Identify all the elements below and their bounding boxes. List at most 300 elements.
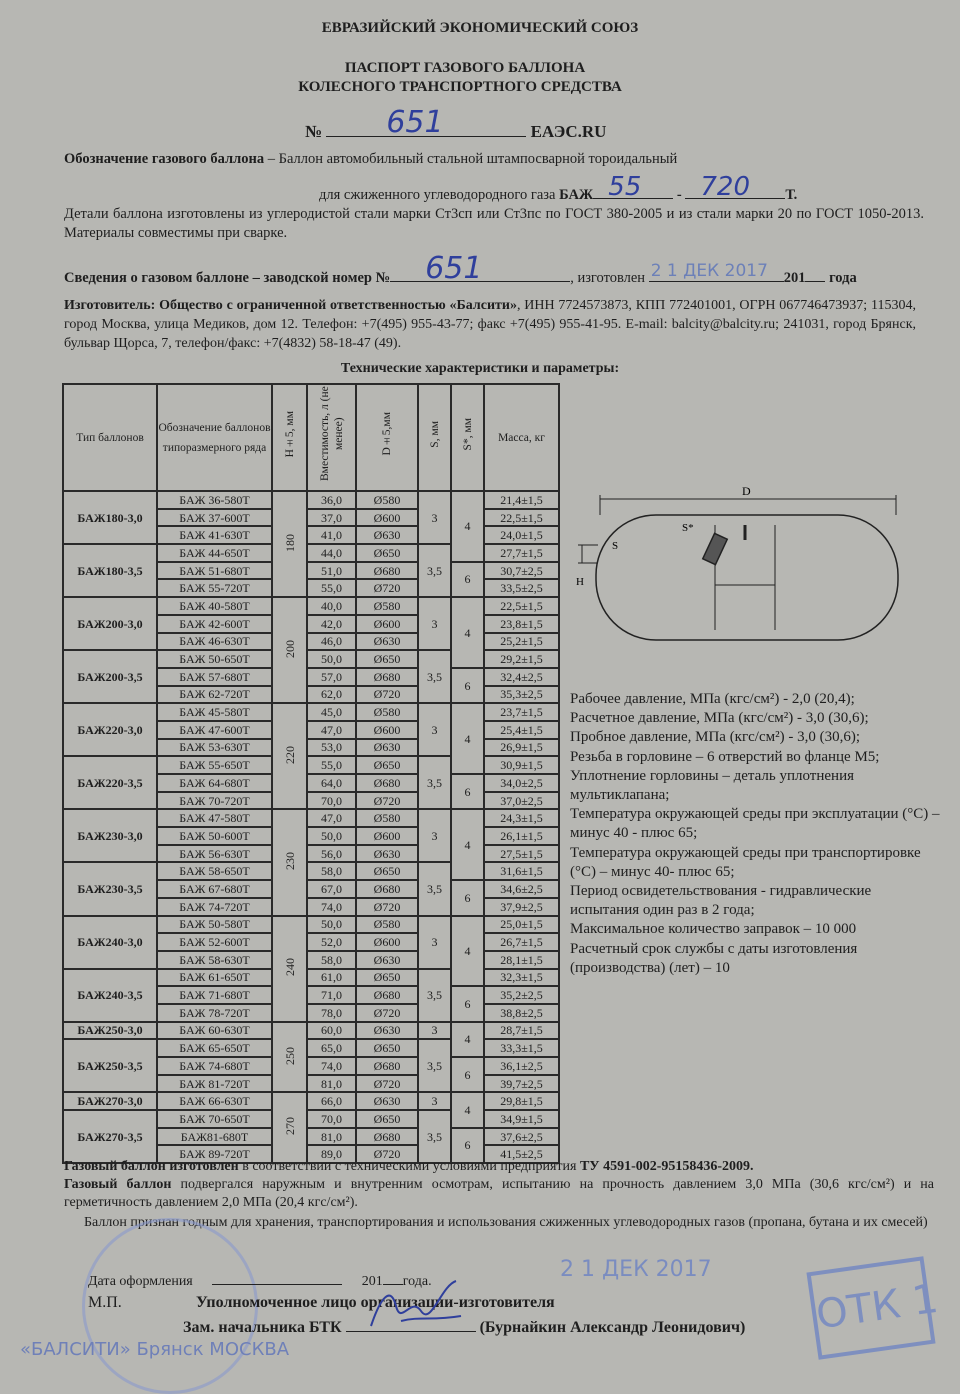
mass-cell: 33,3±1,5 [484,1039,559,1057]
s-cell: 3,5 [418,756,451,809]
s2-cell: 4 [451,809,484,880]
name-cell: БАЖ 50-580Т [157,916,272,934]
h-cell [272,916,307,1022]
name-cell: БАЖ 70-650Т [157,1110,272,1128]
mass-cell: 24,0±1,5 [484,526,559,544]
diameter-cell: Ø600 [356,827,418,845]
diameter-cell: Ø630 [356,526,418,544]
diameter-cell: Ø720 [356,579,418,597]
mass-cell: 39,7±2,5 [484,1075,559,1093]
type-cell: БАЖ250-3,5 [63,1039,157,1092]
diagram-d-label: D [742,485,751,498]
mass-cell: 26,1±1,5 [484,827,559,845]
header-h-text: H±5, мм [283,410,296,458]
mass-cell: 27,7±1,5 [484,544,559,562]
diagram-h-label: H [576,576,584,588]
volume-cell: 66,0 [307,1092,356,1110]
serial-label: Сведения о газовом баллоне – заводской номер № [64,270,391,286]
h-cell-text: 250 [282,1046,297,1065]
mass-cell: 33,5±2,5 [484,579,559,597]
diameter-cell: Ø650 [356,862,418,880]
type-cell: БАЖ180-3,5 [63,544,157,597]
mass-cell: 22,5±1,5 [484,597,559,615]
authorized-person-label: Уполномоченное лицо организации-изготовителя [196,1294,555,1311]
passport-title: ПАСПОРТ ГАЗОВОГО БАЛЛОНА [344,60,586,76]
signatory [183,1316,745,1337]
table-row [63,862,559,880]
s-cell: 3,5 [418,544,451,597]
type-cell: БАЖ270-3,0 [63,1092,157,1110]
param-temp-transport: Температура окружающей среды при транспортировке (°С) – минус 40- плюс 65; [570,844,921,880]
table-row [63,491,559,509]
header-d-text: D±5,мм [381,412,393,456]
diameter-cell: Ø720 [356,898,418,916]
name-cell: БАЖ 74-720Т [157,898,272,916]
model-diameter: 720 [700,172,751,202]
tested-text: подвергался наружным и внутренним осмотрам, испытанию на прочность давлением 3,0 МПа (30,6 кгс/см²) и на герметичность давлением 2,0 МПа (20,4 кгс/см²). [64,1177,934,1210]
mass-cell: 24,3±1,5 [484,809,559,827]
name-cell: БАЖ 62-720Т [157,686,272,704]
mass-cell: 27,5±1,5 [484,845,559,863]
name-cell: БАЖ 71-680Т [157,986,272,1004]
diameter-cell: Ø630 [356,845,418,863]
number-handwritten: 651 [386,105,444,140]
name-cell: БАЖ 44-650Т [157,544,272,562]
mass-cell: 21,4±1,5 [484,491,559,509]
issue-date-field[interactable] [212,1284,342,1285]
volume-cell: 70,0 [307,792,356,810]
volume-cell: 60,0 [307,1022,356,1040]
h-cell [272,809,307,915]
manufacturer-label: Изготовитель: Общество с ограниченной ответственностью «Балсити» [64,298,517,313]
s2-cell: 4 [451,1092,484,1127]
s-cell: 3 [418,597,451,650]
name-cell: БАЖ 51-680Т [157,562,272,580]
param-seal: Уплотнение горловины – деталь уплотнения мультиклапана; [570,767,855,804]
name-cell: БАЖ 89-720Т [157,1145,272,1163]
h-cell [272,491,307,597]
signatory-position: Зам. начальника БТК [183,1319,342,1336]
name-cell: БАЖ 55-650Т [157,756,272,774]
h-cell-text: 270 [282,1117,297,1136]
type-cell: БАЖ200-3,0 [63,597,157,650]
type-cell: БАЖ240-3,5 [63,969,157,1022]
made-text: в соответствии с техническими условиями предприятия [238,1159,580,1174]
table-row [63,969,559,987]
name-cell: БАЖ 37-600Т [157,509,272,527]
s-cell: 3,5 [418,1039,451,1092]
volume-cell: 55,0 [307,579,356,597]
s2-cell: 6 [451,880,484,915]
volume-cell: 61,0 [307,969,356,987]
type-cell: БАЖ240-3,0 [63,916,157,969]
s2-cell: 4 [451,1022,484,1057]
diameter-cell: Ø580 [356,809,418,827]
number-field[interactable] [326,105,526,140]
name-cell: БАЖ81-680Т [157,1128,272,1146]
volume-cell: 50,0 [307,650,356,668]
volume-cell: 78,0 [307,1004,356,1022]
volume-cell: 55,0 [307,756,356,774]
name-cell: БАЖ 50-600Т [157,827,272,845]
model-volume-field[interactable] [593,172,673,202]
number-suffix: ЕАЭС.RU [530,122,607,141]
model-diameter-field[interactable] [685,172,785,202]
name-cell: БАЖ 65-650Т [157,1039,272,1057]
type-cell: БАЖ220-3,5 [63,756,157,809]
diagram-s-label: S [612,540,619,552]
volume-cell: 47,0 [307,809,356,827]
volume-cell: 81,0 [307,1075,356,1093]
mass-cell: 23,8±1,5 [484,615,559,633]
diameter-cell: Ø600 [356,721,418,739]
name-cell: БАЖ 46-630Т [157,633,272,651]
header-volume [307,384,356,491]
s-cell: 3 [418,703,451,756]
cylinder-info [64,251,924,287]
volume-cell: 58,0 [307,951,356,969]
diameter-cell: Ø580 [356,491,418,509]
name-cell: БАЖ 57-680Т [157,668,272,686]
param-test-pressure: Пробное давление, МПа (кгс/см²) - 3,0 (30,6); [570,729,860,746]
mass-cell: 32,3±1,5 [484,969,559,987]
s2-cell: 4 [451,916,484,987]
volume-cell: 46,0 [307,633,356,651]
name-cell: БАЖ 56-630Т [157,845,272,863]
name-cell: БАЖ 81-720Т [157,1075,272,1093]
diameter-cell: Ø680 [356,774,418,792]
table-row [63,756,559,774]
volume-cell: 89,0 [307,1145,356,1163]
diameter-cell: Ø720 [356,792,418,810]
type-cell: БАЖ270-3,5 [63,1110,157,1163]
volume-cell: 36,0 [307,491,356,509]
mass-cell: 37,6±2,5 [484,1128,559,1146]
h-cell [272,597,307,703]
h-cell-text: 180 [282,533,297,552]
material-details: Детали баллона изготовлены из углеродистой стали марки Ст3сп или Ст3пс по ГОСТ 380-2005 и из стали марки 20 по ГОСТ 1050-2013. Материалы совместимы при сварке. [64,206,924,241]
mass-cell: 29,2±1,5 [484,650,559,668]
issue-date-label: Дата оформления [88,1274,193,1289]
number-sign: № [305,122,323,141]
mass-cell: 25,4±1,5 [484,721,559,739]
mp-label: М.П. [88,1294,122,1311]
name-cell: БАЖ 67-680Т [157,880,272,898]
signature [361,1276,471,1336]
table-row [63,1092,559,1110]
param-temp-operation: Температура окружающей среды при эксплуатации (°С) – минус 40 - плюс 65; [570,806,940,842]
mass-cell: 30,7±2,5 [484,562,559,580]
diameter-cell: Ø650 [356,756,418,774]
serial-field[interactable] [390,251,570,286]
name-cell: БАЖ 64-680Т [157,774,272,792]
s-cell: 3,5 [418,650,451,703]
diameter-cell: Ø630 [356,633,418,651]
volume-cell: 62,0 [307,686,356,704]
diagram-s2-label: S* [682,522,694,534]
volume-cell: 47,0 [307,721,356,739]
h-cell [272,1092,307,1163]
diameter-cell: Ø600 [356,615,418,633]
diameter-cell: Ø650 [356,1039,418,1057]
volume-cell: 74,0 [307,898,356,916]
table-row [63,916,559,934]
name-cell: БАЖ 60-630Т [157,1022,272,1040]
volume-cell: 40,0 [307,597,356,615]
header-s2 [451,384,484,491]
h-cell-text: 200 [282,639,297,658]
diameter-cell: Ø630 [356,1022,418,1040]
volume-cell: 45,0 [307,703,356,721]
mass-cell: 23,7±1,5 [484,703,559,721]
model-dash: - [676,187,682,203]
made-label: , изготовлен [570,270,646,286]
made-date-field[interactable] [649,261,784,282]
diameter-cell: Ø580 [356,916,418,934]
diameter-cell: Ø600 [356,933,418,951]
s-cell: 3 [418,491,451,544]
year-suffix: года [829,270,857,286]
mass-cell: 34,9±1,5 [484,1110,559,1128]
model-suffix: Т. [785,187,798,203]
diameter-cell: Ø630 [356,739,418,757]
issue-year-suffix: года. [402,1274,432,1289]
mass-cell: 35,3±2,5 [484,686,559,704]
diameter-cell: Ø580 [356,597,418,615]
name-cell: БАЖ 61-650Т [157,969,272,987]
name-cell: БАЖ 42-600Т [157,615,272,633]
table-row [63,544,559,562]
model-volume: 55 [608,172,642,202]
diameter-cell: Ø650 [356,650,418,668]
table-row [63,809,559,827]
signature-field[interactable] [346,1316,476,1332]
volume-cell: 57,0 [307,668,356,686]
company-seal-text: «БАЛСИТИ» Брянск МОСКВА [20,1339,290,1360]
volume-cell: 81,0 [307,1128,356,1146]
name-cell: БАЖ 78-720Т [157,1004,272,1022]
volume-cell: 51,0 [307,562,356,580]
designation-section [64,150,924,243]
diameter-cell: Ø680 [356,668,418,686]
s2-cell: 6 [451,668,484,703]
volume-cell: 56,0 [307,845,356,863]
param-design-pressure: Расчетное давление, МПа (кгс/см²) - 3,0 (30,6); [570,710,869,727]
union-title: ЕВРАЗИЙСКИЙ ЭКОНОМИЧЕСКИЙ СОЮЗ [321,20,639,36]
diameter-cell: Ø650 [356,969,418,987]
name-cell: БАЖ 47-600Т [157,721,272,739]
diameter-cell: Ø720 [356,1075,418,1093]
mass-cell: 32,4±2,5 [484,668,559,686]
header-type: Тип баллонов [63,384,157,491]
name-cell: БАЖ 40-580Т [157,597,272,615]
diameter-cell: Ø630 [356,1092,418,1110]
diameter-cell: Ø650 [356,544,418,562]
type-cell: БАЖ220-3,0 [63,703,157,756]
mass-cell: 41,5±2,5 [484,1145,559,1163]
designation-label: Обозначение газового баллона [64,151,265,167]
parameters-list [570,690,940,978]
mass-cell: 30,9±1,5 [484,756,559,774]
name-cell: БАЖ 66-630Т [157,1092,272,1110]
s2-cell: 4 [451,703,484,774]
h-cell [272,1022,307,1093]
model-prefix: БАЖ [559,187,594,203]
h-cell-text: 220 [282,745,297,764]
cylinder-diagram [570,485,930,685]
volume-cell: 52,0 [307,933,356,951]
mass-cell: 26,7±1,5 [484,933,559,951]
table-row [63,1039,559,1057]
s-cell: 3,5 [418,862,451,915]
passport-subtitle: КОЛЕСНОГО ТРАНСПОРТНОГО СРЕДСТВА [298,79,622,95]
designation-line2: для сжиженного углеводородного газа [319,187,556,203]
name-cell: БАЖ 36-580Т [157,491,272,509]
diameter-cell: Ø680 [356,880,418,898]
volume-cell: 67,0 [307,880,356,898]
volume-cell: 37,0 [307,509,356,527]
volume-cell: 74,0 [307,1057,356,1075]
name-cell: БАЖ 55-720Т [157,579,272,597]
diameter-cell: Ø720 [356,686,418,704]
name-cell: БАЖ 58-630Т [157,951,272,969]
header-s-text: S, мм [428,420,441,448]
s-cell: 3 [418,1022,451,1040]
name-cell: БАЖ 74-680Т [157,1057,272,1075]
table-row [63,703,559,721]
param-working-pressure: Рабочее давление, МПа (кгс/см²) - 2,0 (20,4); [570,691,855,707]
name-cell: БАЖ 47-580Т [157,809,272,827]
issue-year: 201 [361,1274,383,1289]
header-volume-text: Вместимость, л (не менее) [318,386,345,482]
s-cell: 3,5 [418,1110,451,1163]
param-inspection-period: Период освидетельствования - гидравлические испытания один раз в 2 года; [570,883,872,919]
fitness-statement: Баллон признан годным для хранения, транспортирования и использования сжиженных углеводородных газов (пропана, бутана и их смесей) [84,1215,928,1230]
volume-cell: 58,0 [307,862,356,880]
name-cell: БАЖ 70-720Т [157,792,272,810]
date-stamp: 2 1 ДЕК 2017 [650,261,768,281]
diameter-cell: Ø650 [356,1110,418,1128]
header-name: Обозначение баллонов типоразмерного ряда [157,384,272,491]
mass-cell: 25,2±1,5 [484,633,559,651]
header-s [418,384,451,491]
h-cell-text: 230 [282,851,297,870]
mass-cell: 34,6±2,5 [484,880,559,898]
diameter-cell: Ø630 [356,951,418,969]
volume-cell: 44,0 [307,544,356,562]
mass-cell: 22,5±1,5 [484,509,559,527]
s-cell: 3 [418,1092,451,1110]
type-cell: БАЖ230-3,0 [63,809,157,862]
s-cell: 3 [418,809,451,862]
torus-outline [596,515,898,640]
header-s2-text: S*, мм [461,417,474,451]
tu-number: ТУ 4591-002-95158436-2009. [579,1159,754,1174]
header-h [272,384,307,491]
diameter-cell: Ø680 [356,562,418,580]
made-label: Газовый баллон изготовлен [64,1159,239,1174]
diameter-cell: Ø720 [356,1145,418,1163]
s2-cell: 4 [451,491,484,562]
name-cell: БАЖ 45-580Т [157,703,272,721]
volume-cell: 71,0 [307,986,356,1004]
s2-cell: 6 [451,1057,484,1092]
type-cell: БАЖ180-3,0 [63,491,157,544]
mass-cell: 25,0±1,5 [484,916,559,934]
diameter-cell: Ø680 [356,1057,418,1075]
serial-number: 651 [425,251,483,286]
mass-cell: 34,0±2,5 [484,774,559,792]
volume-cell: 42,0 [307,615,356,633]
otk-stamp: ОТК 1 [806,1256,935,1360]
volume-cell: 65,0 [307,1039,356,1057]
mass-cell: 37,9±2,5 [484,898,559,916]
h-cell-text: 240 [282,958,297,977]
s-cell: 3 [418,916,451,969]
name-cell: БАЖ 52-600Т [157,933,272,951]
s2-cell: 4 [451,597,484,668]
type-cell: БАЖ230-3,5 [63,862,157,915]
volume-cell: 53,0 [307,739,356,757]
name-cell: БАЖ 58-650Т [157,862,272,880]
table-row [63,1110,559,1128]
param-max-refills: Максимальное количество заправок – 10 000 [570,921,857,938]
signatory-name: (Бурнайкин Александр Леонидович) [479,1319,746,1336]
name-cell: БАЖ 50-650Т [157,650,272,668]
mass-cell: 31,6±1,5 [484,862,559,880]
table-title: Технические характеристики и параметры: [340,361,620,376]
volume-cell: 41,0 [307,526,356,544]
manufacturer-info [64,296,916,353]
designation-text: – Баллон автомобильный стальной штампосварной тороидальный [264,151,678,167]
diameter-cell: Ø680 [356,1128,418,1146]
h-cell [272,703,307,809]
s-cell: 3,5 [418,969,451,1022]
diameter-cell: Ø580 [356,703,418,721]
volume-cell: 70,0 [307,1110,356,1128]
table-row [63,597,559,615]
tested-label: Газовый баллон [64,1177,172,1192]
mass-cell: 29,8±1,5 [484,1092,559,1110]
mass-cell: 28,1±1,5 [484,951,559,969]
type-cell: БАЖ200-3,5 [63,650,157,703]
diameter-cell: Ø720 [356,1004,418,1022]
header-mass: Масса, кг [484,384,559,491]
param-thread: Резьба в горловине – 6 отверстий во фланце М5; [570,748,880,765]
s2-cell: 6 [451,562,484,597]
diameter-cell: Ø680 [356,986,418,1004]
mass-cell: 26,9±1,5 [484,739,559,757]
name-cell: БАЖ 41-630Т [157,526,272,544]
volume-cell: 50,0 [307,827,356,845]
param-service-life: Расчетный срок службы с даты изготовления (производства) (лет) – 10 [570,940,858,976]
s2-cell: 6 [451,1128,484,1163]
diameter-cell: Ø600 [356,509,418,527]
passport-number [305,105,607,142]
mass-cell: 38,8±2,5 [484,1004,559,1022]
manufacturer-text: , ИНН 7724573873, КПП 772401001, ОГРН 067746473937; 115304, город Москва, улица Медиков, дом 12. Телефон: +7(495) 955-43-77; факс +7(495) 955-41-95. E-mail: balcity@balcity.ru; 241031, город Брянск, бульвар Щорса, 7, телефон/факс: +7(4832) 58-18-47 (49). [64,298,916,351]
table-row [63,650,559,668]
spec-table [62,383,560,1164]
footer-date-stamp: 2 1 ДЕК 2017 [560,1257,712,1282]
mass-cell: 37,0±2,5 [484,792,559,810]
mass-cell: 35,2±2,5 [484,986,559,1004]
mass-cell: 36,1±2,5 [484,1057,559,1075]
header-d [356,384,418,491]
year-prefix: 201 [783,270,806,286]
type-cell: БАЖ250-3,0 [63,1022,157,1040]
volume-cell: 64,0 [307,774,356,792]
